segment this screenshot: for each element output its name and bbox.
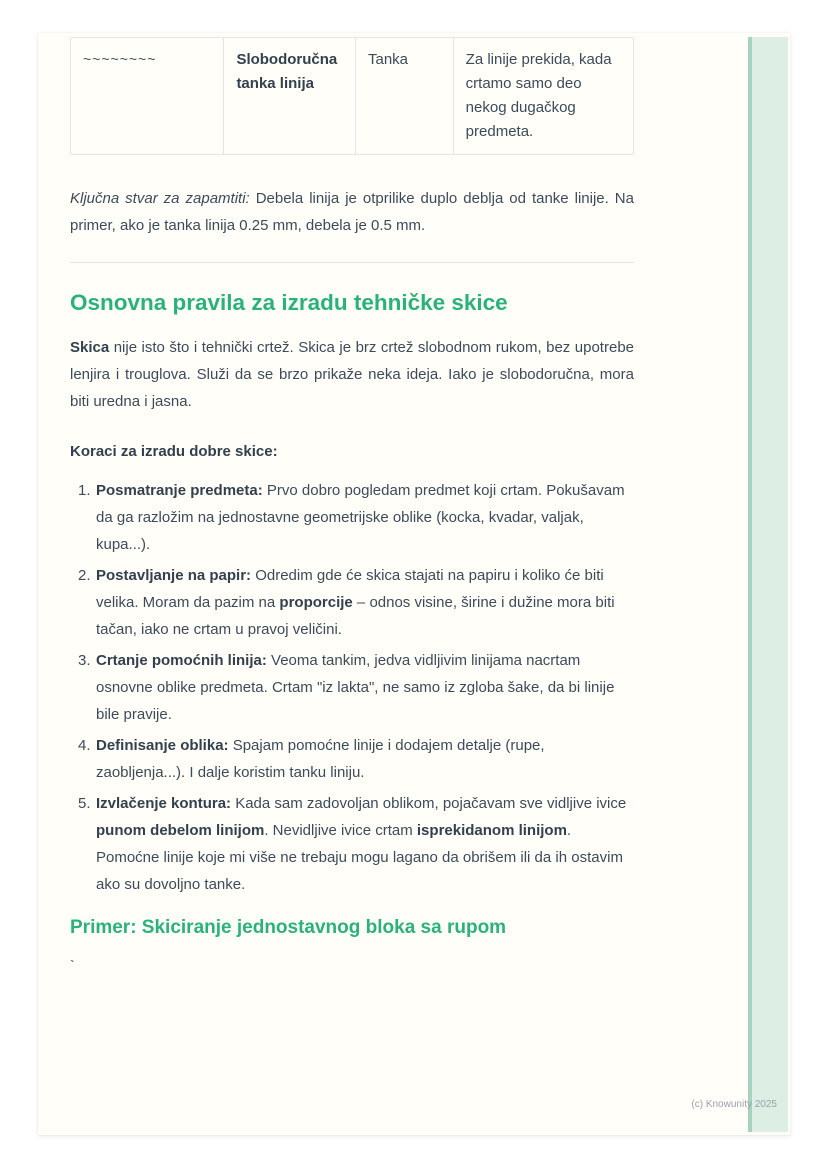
line-purpose: Za linije prekida, kada crtamo samo deo nekog dugačkog predmeta.	[465, 51, 612, 140]
key-note-paragraph	[70, 185, 634, 239]
step-bold: punom debelom linijom	[96, 822, 265, 840]
step-item-3	[70, 647, 634, 728]
table-cell-line-purpose	[453, 38, 633, 154]
step-number: 3.	[78, 652, 91, 670]
step-bold: Postavljanje na papir:	[96, 567, 252, 585]
content-column	[70, 33, 634, 973]
step-item-5	[70, 790, 634, 898]
steps-list	[70, 477, 634, 898]
step-number: 1.	[78, 482, 91, 500]
step-item-1	[70, 477, 634, 558]
step-text: Kada sam zadovoljan oblikom, pojačavam sve vidljive ivice	[231, 795, 627, 813]
step-text: . Nevidljive ivice crtam	[264, 822, 417, 840]
example-placeholder: `	[70, 956, 75, 973]
step-number: 2.	[78, 567, 91, 585]
step-number: 4.	[78, 737, 91, 755]
decorative-green-strip	[748, 37, 788, 1132]
step-text: Prvo dobro pogledam predmet koji crtam. Pokušavam da ga razložim na jednostavne geometrijske oblike (kocka, kvadar, valjak, kupa...).	[96, 482, 625, 554]
step-bold: Definisanje oblika:	[96, 737, 229, 755]
step-bold: isprekidanom linijom	[416, 822, 567, 840]
line-thickness: Tanka	[367, 51, 409, 68]
step-text: – odnos visine, širine i dužine mora biti tačan, iako ne crtam u pravoj veličini.	[96, 594, 615, 639]
section-divider	[70, 262, 634, 263]
step-bold: Crtanje pomoćnih linija:	[96, 652, 267, 670]
step-bold: Izvlačenje kontura:	[96, 795, 232, 813]
section-title: Osnovna pravila za izradu tehničke skice	[70, 290, 508, 315]
step-text: Spajam pomoćne linije i dodajem detalje (rupe, zaobljenja...). I dalje koristim tanku liniju.	[96, 737, 545, 782]
table-cell-line-thickness	[355, 38, 453, 154]
footer-credit: (c) Knowunity 2025	[691, 1099, 777, 1110]
step-number: 5.	[78, 795, 91, 813]
document-page	[38, 33, 790, 1135]
key-note-lead: Ključna stvar za zapamtiti:	[70, 190, 250, 207]
step-item-4	[70, 732, 634, 786]
line-symbol: ~~~~~~~~	[83, 51, 157, 67]
step-text: Veoma tankim, jedva vidljivim linijama nacrtam osnovne oblike predmeta. Crtam "iz lakta", ne samo iz zgloba šake, da bi linije bile pravije.	[96, 652, 615, 724]
intro-paragraph	[70, 334, 634, 415]
step-text: Odredim gde će skica stajati na papiru i koliko će biti velika. Moram da pazim na	[96, 567, 604, 612]
key-note-rest: Debela linija je otprilike duplo deblja od tanke linije. Na primer, ako je tanka linija 0.25 mm, debela je 0.5 mm.	[70, 190, 634, 234]
steps-heading: Koraci za izradu dobre skice:	[70, 443, 278, 461]
intro-bold: Skica	[70, 339, 110, 357]
table-cell-line-name	[223, 38, 355, 154]
table-cell-line-symbol	[71, 38, 223, 154]
line-types-table	[70, 37, 634, 155]
step-text: . Pomoćne linije koje mi više ne trebaju mogu lagano da obrišem ili da ih ostavim ako su dovoljno tanke.	[96, 822, 623, 894]
step-bold: Posmatranje predmeta:	[96, 482, 263, 500]
intro-rest: nije isto što i tehnički crtež. Skica je brz crtež slobodnom rukom, bez upotrebe lenjira i trouglova. Služi da se brzo prikaže neka ideja. Iako je slobodoručna, mora biti uredna i jasna.	[70, 339, 634, 411]
line-name: Slobodoručna tanka linija	[236, 51, 338, 92]
step-bold: proporcije	[279, 594, 353, 612]
example-title: Primer: Skiciranje jednostavnog bloka sa rupom	[70, 917, 507, 939]
step-item-2	[70, 562, 634, 643]
